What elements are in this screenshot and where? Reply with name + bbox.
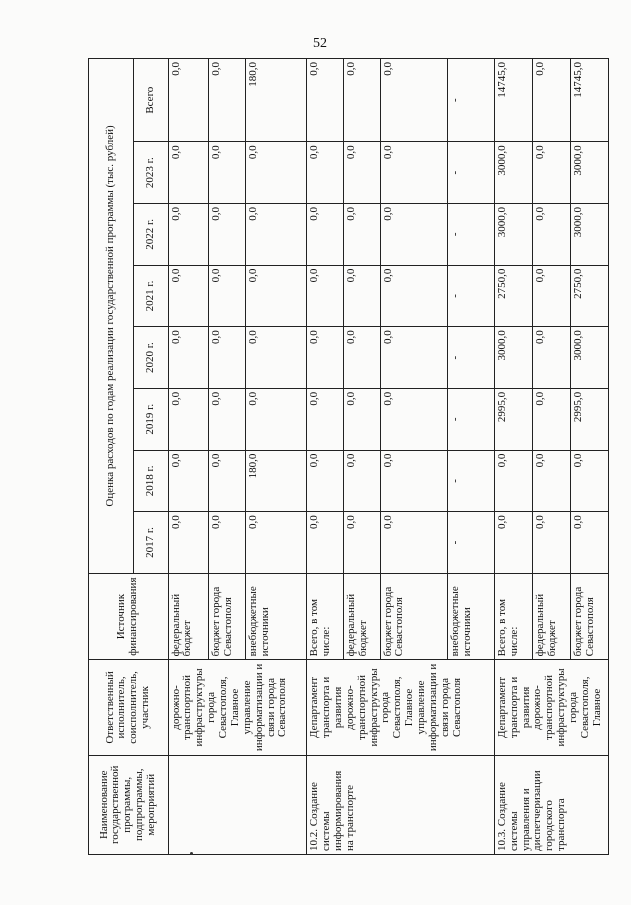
header-executor: Ответственный исполнитель, соисполнитель, участник xyxy=(89,660,169,755)
value-cell: 0,0 xyxy=(307,327,344,389)
value-cell: 0,0 xyxy=(532,450,570,512)
value-cell: 0,0 xyxy=(380,388,447,450)
value-cell: 0,0 xyxy=(343,142,380,204)
executor-cell: Департамент транспорта и развития дорожно-транспортной инфраструктуры города Севастополя, Главное управление информатизации и связи города Севастополя xyxy=(307,660,495,755)
value-cell: 0,0 xyxy=(532,388,570,450)
value-cell: 0,0 xyxy=(246,204,307,266)
value-cell: - xyxy=(447,327,494,389)
value-cell: 0,0 xyxy=(209,204,246,266)
total-cell: 14745,0 xyxy=(494,59,532,142)
header-estimate: Оценка расходов по годам реализации государственной программы (тыс. рублей) xyxy=(89,59,134,574)
value-cell: 0,0 xyxy=(168,450,209,512)
value-cell: 0,0 xyxy=(209,265,246,327)
value-cell: 0,0 xyxy=(343,265,380,327)
executor-cell: Департамент транспорта и развития дорожно-транспортной инфраструктуры города Севастополя, Главное xyxy=(494,660,608,755)
value-cell: 0,0 xyxy=(209,388,246,450)
value-cell: 0,0 xyxy=(532,142,570,204)
header-year: 2020 г. xyxy=(133,327,168,389)
source-cell: внебюджетные источники xyxy=(447,573,494,660)
value-cell: 0,0 xyxy=(168,327,209,389)
value-cell: 2995,0 xyxy=(494,388,532,450)
header-year: 2021 г. xyxy=(133,265,168,327)
value-cell: 0,0 xyxy=(307,265,344,327)
budget-table xyxy=(88,58,609,855)
value-cell: 2995,0 xyxy=(570,388,608,450)
value-cell: 0,0 xyxy=(246,388,307,450)
value-cell: - xyxy=(447,265,494,327)
total-cell: - xyxy=(447,59,494,142)
value-cell: 0,0 xyxy=(246,512,307,574)
value-cell: 0,0 xyxy=(343,512,380,574)
value-cell: 0,0 xyxy=(168,388,209,450)
value-cell: 0,0 xyxy=(343,327,380,389)
total-cell: 0,0 xyxy=(209,59,246,142)
value-cell: 0,0 xyxy=(307,204,344,266)
value-cell: 0,0 xyxy=(307,142,344,204)
value-cell: 0,0 xyxy=(209,142,246,204)
value-cell: 0,0 xyxy=(209,512,246,574)
value-cell: 0,0 xyxy=(532,327,570,389)
value-cell: 0,0 xyxy=(246,142,307,204)
executor-cell: дорожно-транспортной инфраструктуры города Севастополя, Главное управление информатизации и связи города Севастополя xyxy=(168,660,307,755)
value-cell: 0,0 xyxy=(307,388,344,450)
value-cell: - xyxy=(447,512,494,574)
source-cell: федеральный бюджет xyxy=(343,573,380,660)
value-cell: - xyxy=(447,142,494,204)
value-cell: 180,0 xyxy=(246,450,307,512)
header-source: Источник финансирования xyxy=(89,573,169,660)
activity-name: 10.2. Создание системы информирования на транспорте xyxy=(307,755,495,854)
value-cell: 0,0 xyxy=(343,450,380,512)
header-year: 2023 г. xyxy=(133,142,168,204)
total-cell: 180,0 xyxy=(246,59,307,142)
budget-table-rotated xyxy=(88,58,609,855)
value-cell: 3000,0 xyxy=(494,142,532,204)
header-name: Наименование государственной программы, подпрограммы, мероприятий xyxy=(89,755,169,854)
value-cell: 3000,0 xyxy=(494,327,532,389)
value-cell: 0,0 xyxy=(380,142,447,204)
value-cell: - xyxy=(447,450,494,512)
total-cell: 14745,0 xyxy=(570,59,608,142)
total-cell: 0,0 xyxy=(307,59,344,142)
total-cell: 0,0 xyxy=(380,59,447,142)
value-cell: 0,0 xyxy=(168,204,209,266)
value-cell: 0,0 xyxy=(168,265,209,327)
value-cell: 0,0 xyxy=(168,512,209,574)
value-cell: - xyxy=(447,204,494,266)
value-cell: 0,0 xyxy=(570,512,608,574)
value-cell: 0,0 xyxy=(494,512,532,574)
value-cell: 0,0 xyxy=(380,327,447,389)
value-cell: 0,0 xyxy=(307,512,344,574)
value-cell: 0,0 xyxy=(532,512,570,574)
total-cell: 0,0 xyxy=(532,59,570,142)
value-cell: 0,0 xyxy=(532,265,570,327)
header-year: 2022 г. xyxy=(133,204,168,266)
value-cell: 0,0 xyxy=(168,142,209,204)
value-cell: 0,0 xyxy=(570,450,608,512)
page-number: 52 xyxy=(313,36,327,51)
source-cell: бюджет города Севастополя xyxy=(570,573,608,660)
value-cell: 0,0 xyxy=(380,265,447,327)
source-cell: федеральный бюджет xyxy=(532,573,570,660)
value-cell: 0,0 xyxy=(380,450,447,512)
value-cell: - xyxy=(447,388,494,450)
source-cell: бюджет города Севастополя xyxy=(209,573,246,660)
value-cell: 3000,0 xyxy=(494,204,532,266)
value-cell: 0,0 xyxy=(343,388,380,450)
value-cell: 3000,0 xyxy=(570,142,608,204)
header-total: Всего xyxy=(133,59,168,142)
value-cell: 3000,0 xyxy=(570,204,608,266)
value-cell: 0,0 xyxy=(246,327,307,389)
value-cell: 0,0 xyxy=(380,512,447,574)
source-cell: бюджет города Севастополя xyxy=(380,573,447,660)
value-cell: 2750,0 xyxy=(494,265,532,327)
value-cell: 0,0 xyxy=(343,204,380,266)
value-cell: 0,0 xyxy=(532,204,570,266)
header-year: 2018 г. xyxy=(133,450,168,512)
value-cell: 0,0 xyxy=(307,450,344,512)
value-cell: 0,0 xyxy=(209,450,246,512)
header-year: 2019 г. xyxy=(133,388,168,450)
value-cell: 0,0 xyxy=(494,450,532,512)
value-cell: 2750,0 xyxy=(570,265,608,327)
activity-name: 10.3. Создание системы управления и диспетчеризации городского транспорта xyxy=(494,755,608,854)
total-cell: 0,0 xyxy=(343,59,380,142)
source-cell: Всего, в том числе: xyxy=(307,573,344,660)
source-cell: Всего, в том числе: xyxy=(494,573,532,660)
value-cell: 0,0 xyxy=(209,327,246,389)
activity-name xyxy=(168,755,307,854)
value-cell: 3000,0 xyxy=(570,327,608,389)
total-cell: 0,0 xyxy=(168,59,209,142)
scan-dot xyxy=(190,852,193,855)
source-cell: внебюджетные источники xyxy=(246,573,307,660)
value-cell: 0,0 xyxy=(380,204,447,266)
value-cell: 0,0 xyxy=(246,265,307,327)
source-cell: федеральный бюджет xyxy=(168,573,209,660)
header-year: 2017 г. xyxy=(133,512,168,574)
